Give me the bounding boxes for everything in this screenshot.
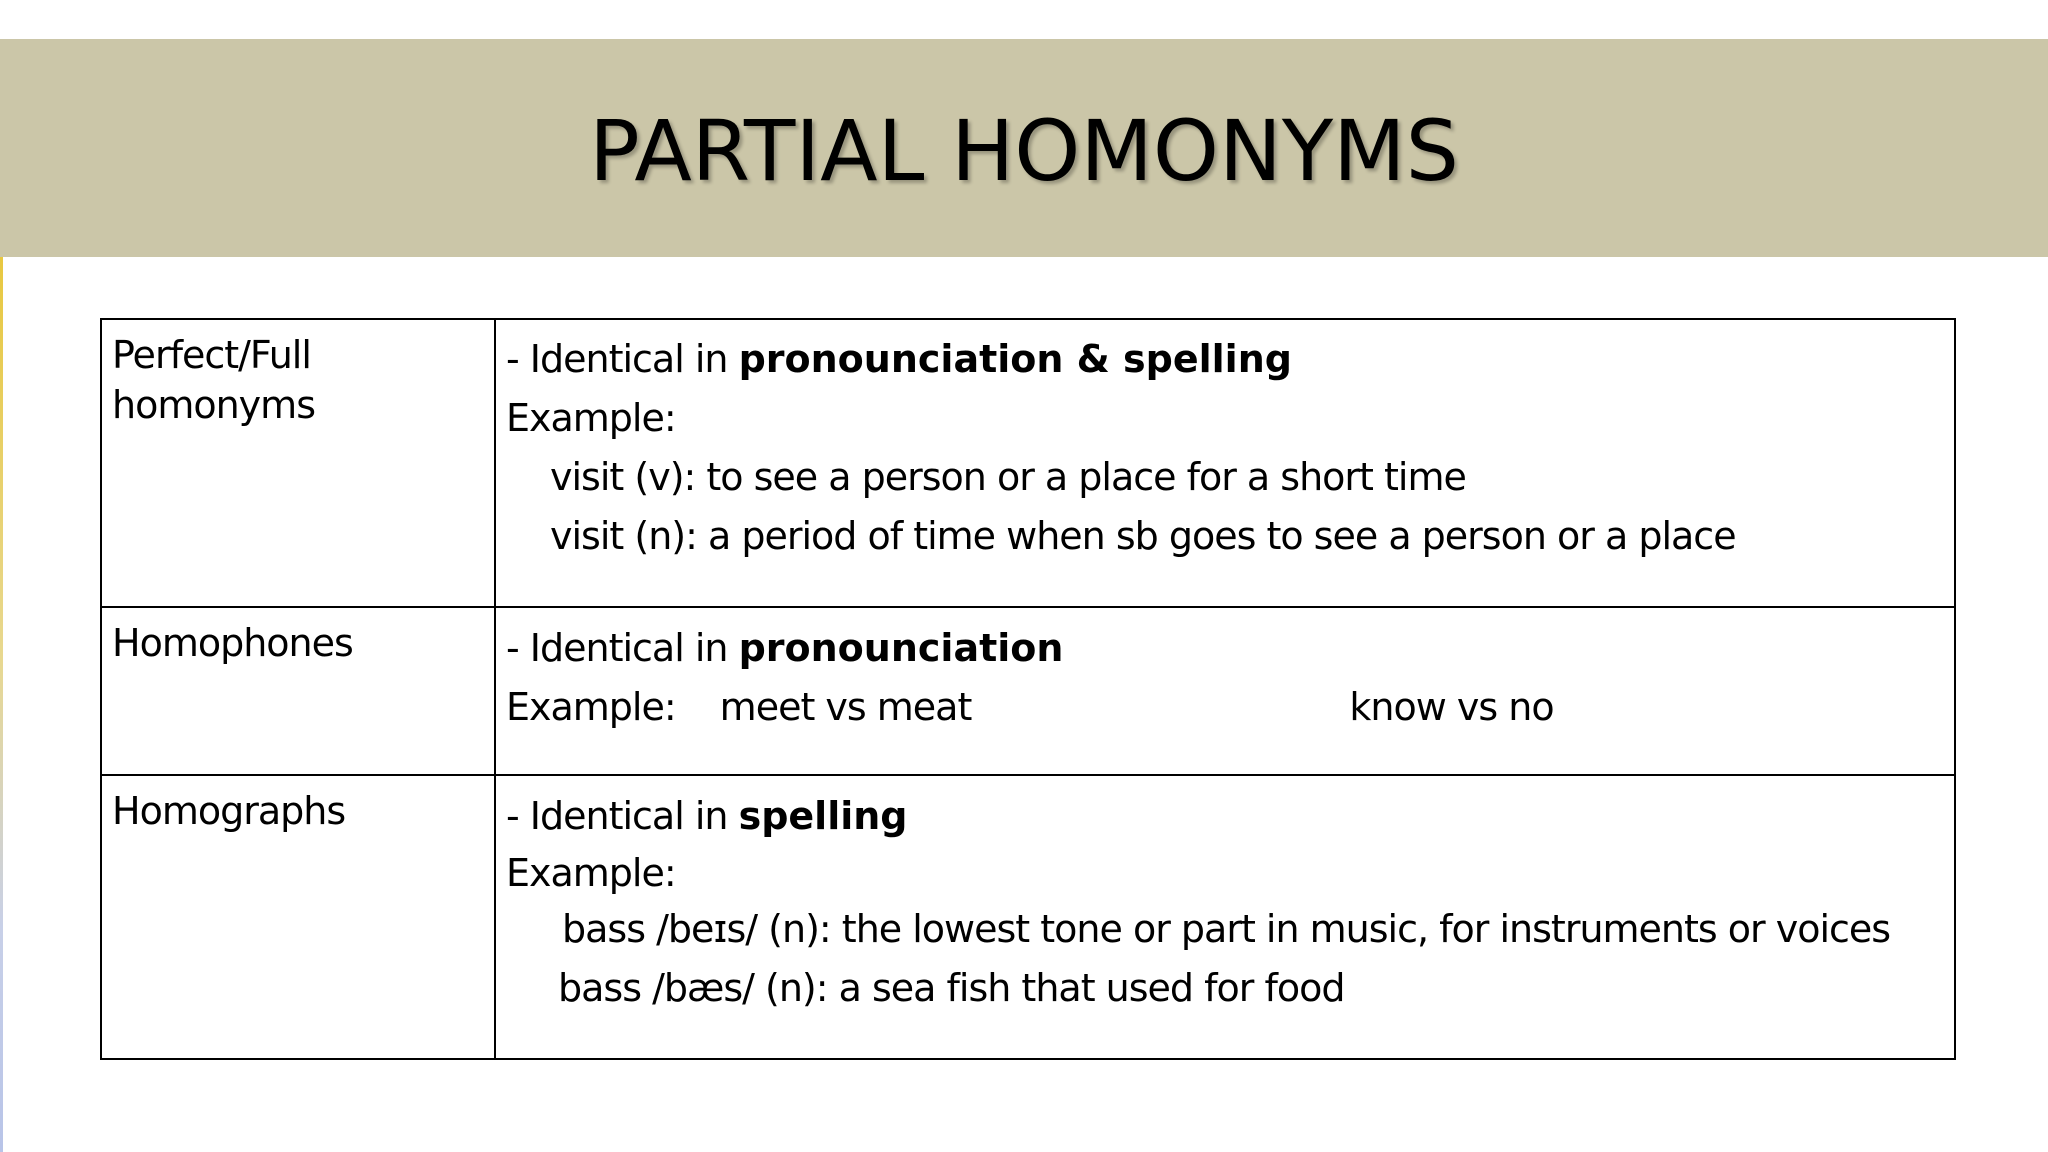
term-label <box>102 320 494 430</box>
definition-keyword: pronounciation <box>738 626 1064 670</box>
definition-cell <box>495 775 1955 1059</box>
term-line: Perfect/Full <box>112 333 311 377</box>
definition-line <box>506 330 1954 389</box>
example-item: visit (v): to see a person or a place for a short time <box>550 455 1466 499</box>
example-item: meet vs meat <box>719 685 972 729</box>
example-label: Example: <box>506 851 676 895</box>
term-label <box>102 608 494 668</box>
example-line <box>506 678 1954 737</box>
example-item: bass /bæs/ (n): a sea fish that used for food <box>558 966 1345 1010</box>
definition-cell <box>495 319 1955 607</box>
definition-prefix: - Identical in <box>506 337 739 381</box>
table-row <box>101 775 1955 1059</box>
table-row <box>101 319 1955 607</box>
definition-prefix: - Identical in <box>506 626 739 670</box>
definition-line <box>506 787 1954 846</box>
definition-keyword: pronounciation & spelling <box>738 337 1292 381</box>
example-item: visit (n): a period of time when sb goes to see a person or a place <box>550 514 1736 558</box>
example-label: Example: <box>506 396 676 440</box>
slide-title: PARTIAL HOMONYMS <box>589 102 1459 200</box>
definition-line <box>506 619 1954 678</box>
table-row <box>101 607 1955 775</box>
definition-cell <box>495 607 1955 775</box>
term-line: homonyms <box>112 383 315 427</box>
example-item: know vs no <box>1349 685 1554 729</box>
term-label <box>102 776 494 836</box>
term-line: Homographs <box>112 789 346 833</box>
definition-keyword: spelling <box>738 794 908 838</box>
example-item: bass /beɪs/ (n): the lowest tone or part in music, for instruments or voices <box>562 907 1891 951</box>
definition-prefix: - Identical in <box>506 794 739 838</box>
example-label: Example: <box>506 685 676 729</box>
left-accent-bar <box>0 255 3 1152</box>
term-cell <box>101 607 495 775</box>
term-line: Homophones <box>112 621 353 665</box>
homonyms-table <box>100 318 1956 1060</box>
term-cell <box>101 775 495 1059</box>
term-cell <box>101 319 495 607</box>
